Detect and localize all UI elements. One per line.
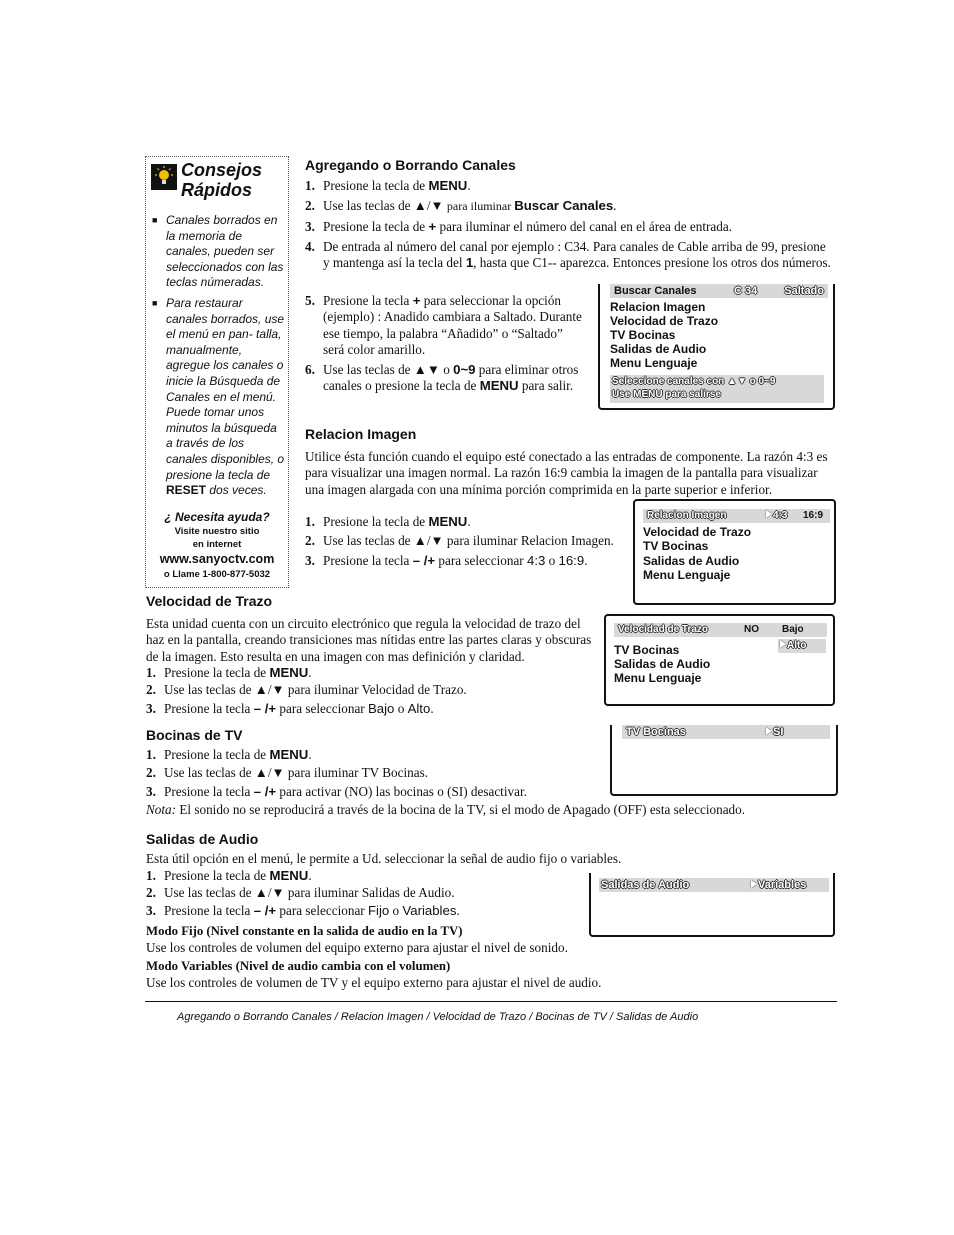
menu-item: Velocidad de Trazo <box>610 314 719 328</box>
menu-item: Salidas de Audio <box>614 657 711 671</box>
selector-arrow-icon <box>766 727 772 735</box>
menu-item: Menu Lenguaje <box>643 568 731 582</box>
menu-item: Salidas de Audio <box>610 342 707 356</box>
modo-variables-title: Modo Variables (Nivel de audio cambia con el volumen) <box>146 959 451 973</box>
section-heading-bocinas: Bocinas de TV <box>146 727 243 743</box>
help-url: www.sanyoctv.com <box>159 552 275 566</box>
selector-arrow-icon <box>766 510 772 518</box>
tv-menu-velocidad-trazo <box>604 614 835 706</box>
section-1-steps-bottom: 5. Presione la tecla + para seleccionar la opción (ejemplo) : Anadido cambiara a Saltado. Durante ese tiempo, la palabra “Añadido” o “Saltado” será color amarillo. 6. Use las teclas de ▲▼ o 0~9 para eliminar otros canales o presione la tecla de MENU para salir. <box>305 293 582 394</box>
menu-highlight-bar: Relacion Imagen 4:3 16:9 <box>643 509 830 523</box>
tip-2: Para restaurar canales borrados, use el menú en pan- talla, manualmente, agregue los canales o inicie la Búsqueda de Canales en el menú. Puede tomar unos minutos la búsqueda a través de los canales disponibles, o presione la tecla de RESET dos veces. <box>166 296 285 498</box>
selector-arrow-icon <box>780 640 786 648</box>
menu-item: Salidas de Audio <box>643 554 740 568</box>
menu-item: Velocidad de Trazo <box>643 525 752 539</box>
section-4-note: Nota: El sonido no se reproducirá a través de la bocina de la TV, si el modo de Apagado (OFF) esta seleccionado. <box>146 802 746 817</box>
footer-divider <box>145 1001 837 1002</box>
sidebar-title: Consejos Rápidos <box>181 160 263 200</box>
section-5-steps: 1. Presione la tecla de MENU. 2. Use las teclas de ▲/▼ para iluminar Salidas de Audio. 3. Presione la tecla – /+ para seleccionar Fijo o Variables. <box>146 868 460 918</box>
section-heading-salidas: Salidas de Audio <box>146 831 259 847</box>
menu-item: Relacion Imagen <box>610 300 706 314</box>
bullet-icon: ■ <box>152 298 158 308</box>
tv-menu-salidas-audio <box>589 873 835 937</box>
modo-variables-text: Use los controles de volumen de TV y el equipo externo para ajustar el nivel de audio. <box>146 975 602 990</box>
quick-tips-sidebar <box>145 156 289 588</box>
tv-menu-relacion-imagen <box>633 499 836 605</box>
tv-menu-buscar-canales <box>598 284 835 410</box>
section-1-steps-top: 1. Presione la tecla de MENU. 2. Use las teclas de ▲/▼ para iluminar Buscar Canales. 3. Presione la tecla de + para iluminar el número del canal en el área de entrada. 4. De entrada al número del canal por ejemplo : C34. Para canales de Cable arriba de 99, presione y mantenga así la tecla del 1, hasta que C1-- aparezca. Entonces presione los otros dos números. <box>305 178 831 271</box>
modo-fijo-title: Modo Fijo (Nivel constante en la salida de audio en la TV) <box>146 924 463 938</box>
menu-highlight-bar: Salidas de Audio Variables <box>599 878 829 892</box>
menu-highlight-bar: TV Bocinas SI <box>622 725 830 739</box>
menu-highlight-bar: Velocidad de Trazo NO Bajo <box>614 623 827 637</box>
section-heading-agregando: Agregando o Borrando Canales <box>305 157 516 173</box>
tip-1: Canales borrados en la memoria de canales, pueden ser seleccionados con las teclas númeradas. <box>166 213 284 290</box>
section-heading-velocidad: Velocidad de Trazo <box>146 593 273 609</box>
menu-item: TV Bocinas <box>614 643 680 657</box>
section-2-paragraph: Utilice ésta función cuando el equipo esté conectado a las entradas de componente. La razón 4:3 es para visualizar una imagen normal. La razón 16:9 cambia la imagen de la pantalla para visualizar una imagen alargada con una mínima porción comprimida en la parte superior e inferior. <box>305 449 828 497</box>
modo-fijo-text: Use los controles de volumen del equipo externo para ajustar el nivel de sonido. <box>146 940 568 955</box>
section-4-steps: 1. Presione la tecla de MENU. 2. Use las teclas de ▲/▼ para iluminar TV Bocinas. 3. Presione la tecla – /+ para activar (NO) las bocinas o (SI) desactivar. <box>146 747 527 799</box>
menu-item: Menu Lenguaje <box>614 671 702 685</box>
section-5-paragraph: Esta útil opción en el menú, le permite a Ud. seleccionar la señal de audio fijo o variables. <box>146 851 622 866</box>
section-heading-relacion: Relacion Imagen <box>305 426 417 442</box>
section-2-steps: 1. Presione la tecla de MENU. 2. Use las teclas de ▲/▼ para iluminar Relacion Imagen. 3. Presione la tecla – /+ para seleccionar 4:3 o 16:9. <box>305 514 614 568</box>
help-box: ¿ Necesita ayuda? Visite nuestro sitio en internet www.sanyoctv.com o Llame 1-800-877-5032 <box>146 509 288 581</box>
lightbulb-icon <box>151 164 177 190</box>
menu-hint: Seleccione canales con ▲▼ o 0~9 Use MENU para salirse <box>610 375 824 403</box>
section-3-paragraph: Esta unidad cuenta con un circuito electrónico que regula la velocidad de trazo del haz en la pantalla, creando transiciones mas nítidas entre las partes claras y obscuras de la imagen. Esto resulta en una imagen con mas definición y claridad. <box>146 616 592 664</box>
tv-menu-tv-bocinas <box>610 725 838 796</box>
menu-option-alto: Alto <box>778 639 826 653</box>
section-3-steps: 1. Presione la tecla de MENU. 2. Use las teclas de ▲/▼ para iluminar Velocidad de Trazo. 3. Presione la tecla – /+ para seleccionar Bajo o Alto. <box>146 665 467 716</box>
bullet-icon: ■ <box>152 215 158 225</box>
menu-item: TV Bocinas <box>643 539 709 553</box>
footer-text: Agregando o Borrando Canales / Relacion Imagen / Velocidad de Trazo / Bocinas de TV / Salidas de Audio <box>177 1011 699 1023</box>
menu-item: TV Bocinas <box>610 328 676 342</box>
selector-arrow-icon <box>751 880 757 888</box>
menu-highlight-bar: Buscar Canales C 34 Saltado <box>610 284 828 298</box>
menu-item: Menu Lenguaje <box>610 356 698 370</box>
